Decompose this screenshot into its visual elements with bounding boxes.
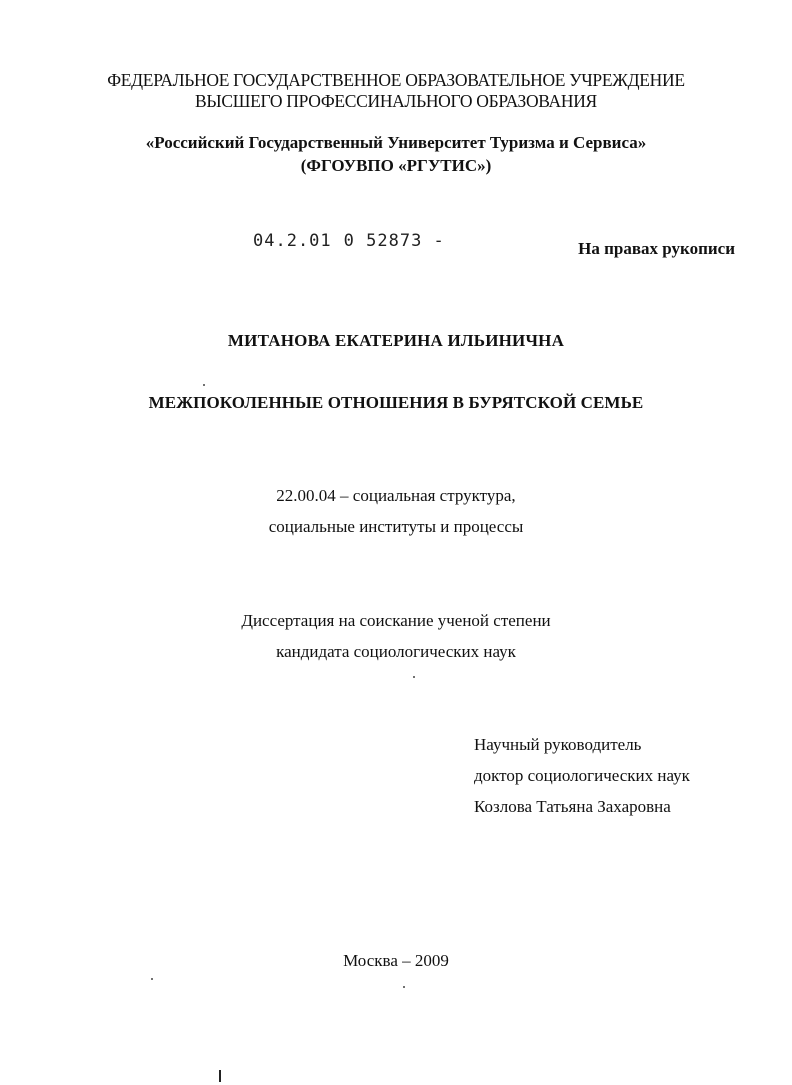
- specialty-line-1: 22.00.04 – социальная структура,: [276, 486, 516, 505]
- place-and-year: Москва – 2009: [343, 951, 449, 970]
- scan-mark: [219, 1070, 221, 1082]
- stamp-code-2: 0 52873 -: [343, 231, 445, 251]
- archive-stamp: [253, 231, 445, 251]
- university-abbreviation: (ФГОУВПО «РГУТИС»): [300, 156, 492, 175]
- degree-line-2: кандидата социологических наук: [276, 642, 516, 661]
- scan-speck: [403, 986, 405, 988]
- scan-speck: [413, 676, 415, 678]
- stamp-code-1: 04.2.01: [253, 231, 332, 251]
- scan-speck: [203, 384, 205, 386]
- university-name: «Российский Государственный Университет Туризма и Сервиса»: [145, 133, 647, 152]
- institution-line-2: ВЫСШЕГО ПРОФЕССИНАЛЬНОГО ОБРАЗОВАНИЯ: [195, 91, 597, 111]
- supervisor-degree: доктор социологических наук: [474, 766, 690, 785]
- dissertation-title: МЕЖПОКОЛЕННЫЕ ОТНОШЕНИЯ В БУРЯТСКОЙ СЕМЬЕ: [148, 393, 644, 412]
- author-name: МИТАНОВА ЕКАТЕРИНА ИЛЬИНИЧНА: [227, 331, 565, 350]
- supervisor-role: Научный руководитель: [474, 735, 642, 754]
- specialty-line-2: социальные институты и процессы: [268, 517, 524, 536]
- institution-line-1: ФЕДЕРАЛЬНОЕ ГОСУДАРСТВЕННОЕ ОБРАЗОВАТЕЛЬНОЕ УЧРЕЖДЕНИЕ: [107, 70, 685, 90]
- supervisor-name: Козлова Татьяна Захаровна: [474, 797, 671, 816]
- manuscript-note: На правах рукописи: [578, 239, 735, 258]
- degree-line-1: Диссертация на соискание ученой степени: [241, 611, 551, 630]
- scan-speck: [151, 978, 153, 980]
